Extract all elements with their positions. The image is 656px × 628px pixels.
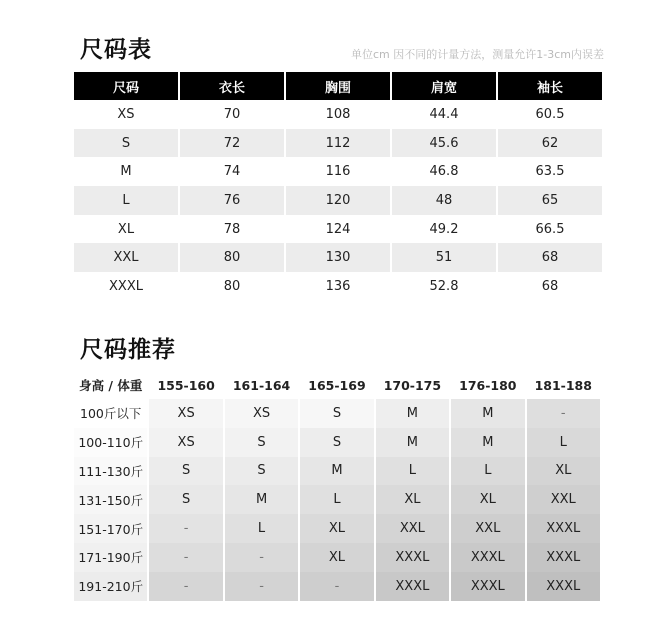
recommended-size-cell: L: [451, 457, 524, 486]
recommended-size-cell: L: [376, 457, 449, 486]
size-chart-cell: 63.5: [535, 164, 565, 180]
size-chart-row: [74, 215, 602, 244]
size-chart-cell: 62: [498, 129, 602, 158]
recommended-size-cell: -: [225, 572, 298, 601]
size-chart-cell: 49.2: [429, 221, 459, 237]
size-chart-cell: 45.6: [392, 129, 496, 158]
size-chart-cell: 136: [325, 278, 351, 294]
header-height-range: 181-188: [527, 371, 600, 399]
size-chart-cell: 46.8: [429, 164, 459, 180]
recommended-size-cell: XXL: [527, 485, 600, 514]
size-chart-cell: XS: [117, 106, 135, 122]
recommended-size-cell: XXXL: [376, 543, 449, 572]
size-chart-cell: 44.4: [429, 106, 459, 122]
recommend-row: [74, 485, 600, 514]
recommended-size-cell: XXXL: [527, 543, 600, 572]
size-chart-cell: 116: [325, 164, 351, 180]
header-length: 衣长: [180, 72, 284, 100]
header-height-range: 161-164: [225, 371, 298, 399]
recommended-size-cell: S: [149, 485, 222, 514]
recommended-size-cell: XL: [527, 457, 600, 486]
size-chart-cell: 65: [498, 186, 602, 215]
measurement-note: 单位cm 因不同的计量方法，测量允许1-3cm内误差: [351, 48, 604, 61]
recommended-size-cell: -: [149, 543, 222, 572]
recommend-row: [74, 572, 600, 601]
recommended-size-cell: XL: [376, 485, 449, 514]
recommended-size-cell: -: [225, 543, 298, 572]
size-chart-cell: 70: [223, 106, 241, 122]
recommend-row: [74, 543, 600, 572]
size-chart-row: [74, 272, 602, 301]
recommended-size-cell: -: [527, 399, 600, 428]
size-chart-cell: 48: [392, 186, 496, 215]
size-chart-cell: 124: [325, 221, 351, 237]
recommended-size-cell: XL: [451, 485, 524, 514]
recommended-size-cell: S: [225, 428, 298, 457]
recommended-size-cell: XXXL: [451, 572, 524, 601]
weight-label: 111-130斤: [74, 457, 147, 486]
size-chart-table: [72, 72, 604, 301]
recommended-size-cell: XS: [149, 428, 222, 457]
recommend-chart-title: 尺码推荐: [80, 337, 176, 363]
size-chart-cell: 72: [180, 129, 284, 158]
recommend-header-row: [74, 371, 600, 399]
recommended-size-cell: XL: [300, 543, 373, 572]
header-sleeve: 袖长: [498, 72, 602, 100]
recommended-size-cell: L: [527, 428, 600, 457]
size-chart-cell: 68: [541, 278, 559, 294]
size-chart-title: 尺码表: [80, 37, 152, 63]
size-chart-cell: 80: [180, 243, 284, 272]
size-chart-cell: 51: [392, 243, 496, 272]
header-shoulder: 肩宽: [392, 72, 496, 100]
recommend-row: [74, 457, 600, 486]
size-chart-cell: 68: [498, 243, 602, 272]
header-height-range: 170-175: [376, 371, 449, 399]
size-chart-cell: XXXL: [109, 278, 143, 294]
size-chart-row: [74, 100, 602, 129]
weight-label: 131-150斤: [74, 485, 147, 514]
recommended-size-cell: M: [451, 399, 524, 428]
recommended-size-cell: S: [300, 399, 373, 428]
recommended-size-cell: M: [225, 485, 298, 514]
recommend-row: [74, 399, 600, 428]
size-chart-cell: 60.5: [535, 106, 565, 122]
size-chart-row: [74, 243, 602, 272]
header-height-weight: 身高 / 体重: [74, 371, 147, 399]
size-chart-cell: XL: [117, 221, 135, 237]
size-chart-row: [74, 186, 602, 215]
size-chart-cell: 120: [286, 186, 390, 215]
header-chest: 胸围: [286, 72, 390, 100]
recommended-size-cell: XXXL: [451, 543, 524, 572]
size-chart-cell: 78: [223, 221, 241, 237]
recommended-size-cell: XL: [300, 514, 373, 543]
recommended-size-cell: XS: [149, 399, 222, 428]
recommended-size-cell: M: [376, 428, 449, 457]
size-chart-cell: 76: [180, 186, 284, 215]
header-height-range: 165-169: [300, 371, 373, 399]
weight-label: 151-170斤: [74, 514, 147, 543]
size-chart-row: [74, 129, 602, 158]
size-chart-cell: L: [74, 186, 178, 215]
recommended-size-cell: S: [300, 428, 373, 457]
recommended-size-cell: XXXL: [527, 572, 600, 601]
size-chart-header-row: [74, 72, 602, 100]
header-size: 尺码: [74, 72, 178, 100]
size-chart-cell: 130: [286, 243, 390, 272]
recommend-row: [74, 428, 600, 457]
recommended-size-cell: XXXL: [527, 514, 600, 543]
recommended-size-cell: -: [149, 514, 222, 543]
size-chart-cell: 52.8: [429, 278, 459, 294]
recommended-size-cell: M: [376, 399, 449, 428]
recommended-size-cell: XXL: [376, 514, 449, 543]
header-height-range: 176-180: [451, 371, 524, 399]
recommended-size-cell: XXL: [451, 514, 524, 543]
weight-label: 191-210斤: [74, 572, 147, 601]
recommended-size-cell: S: [225, 457, 298, 486]
recommended-size-cell: S: [149, 457, 222, 486]
header-height-range: 155-160: [149, 371, 222, 399]
size-chart-cell: 74: [223, 164, 241, 180]
recommended-size-cell: -: [300, 572, 373, 601]
size-chart-cell: 108: [325, 106, 351, 122]
weight-label: 171-190斤: [74, 543, 147, 572]
recommended-size-cell: L: [300, 485, 373, 514]
weight-label: 100-110斤: [74, 428, 147, 457]
recommended-size-cell: XXXL: [376, 572, 449, 601]
recommended-size-cell: XS: [225, 399, 298, 428]
recommended-size-cell: M: [451, 428, 524, 457]
recommended-size-cell: M: [300, 457, 373, 486]
recommended-size-cell: -: [149, 572, 222, 601]
recommend-chart-table: [72, 371, 602, 601]
size-chart-cell: 112: [286, 129, 390, 158]
weight-label: 100斤以下: [74, 399, 147, 428]
size-chart-row: [74, 157, 602, 186]
size-chart-cell: S: [74, 129, 178, 158]
recommend-row: [74, 514, 600, 543]
size-chart-cell: M: [120, 164, 132, 180]
size-chart-cell: 80: [223, 278, 241, 294]
size-chart-cell: XXL: [74, 243, 178, 272]
size-chart-cell: 66.5: [535, 221, 565, 237]
recommended-size-cell: L: [225, 514, 298, 543]
